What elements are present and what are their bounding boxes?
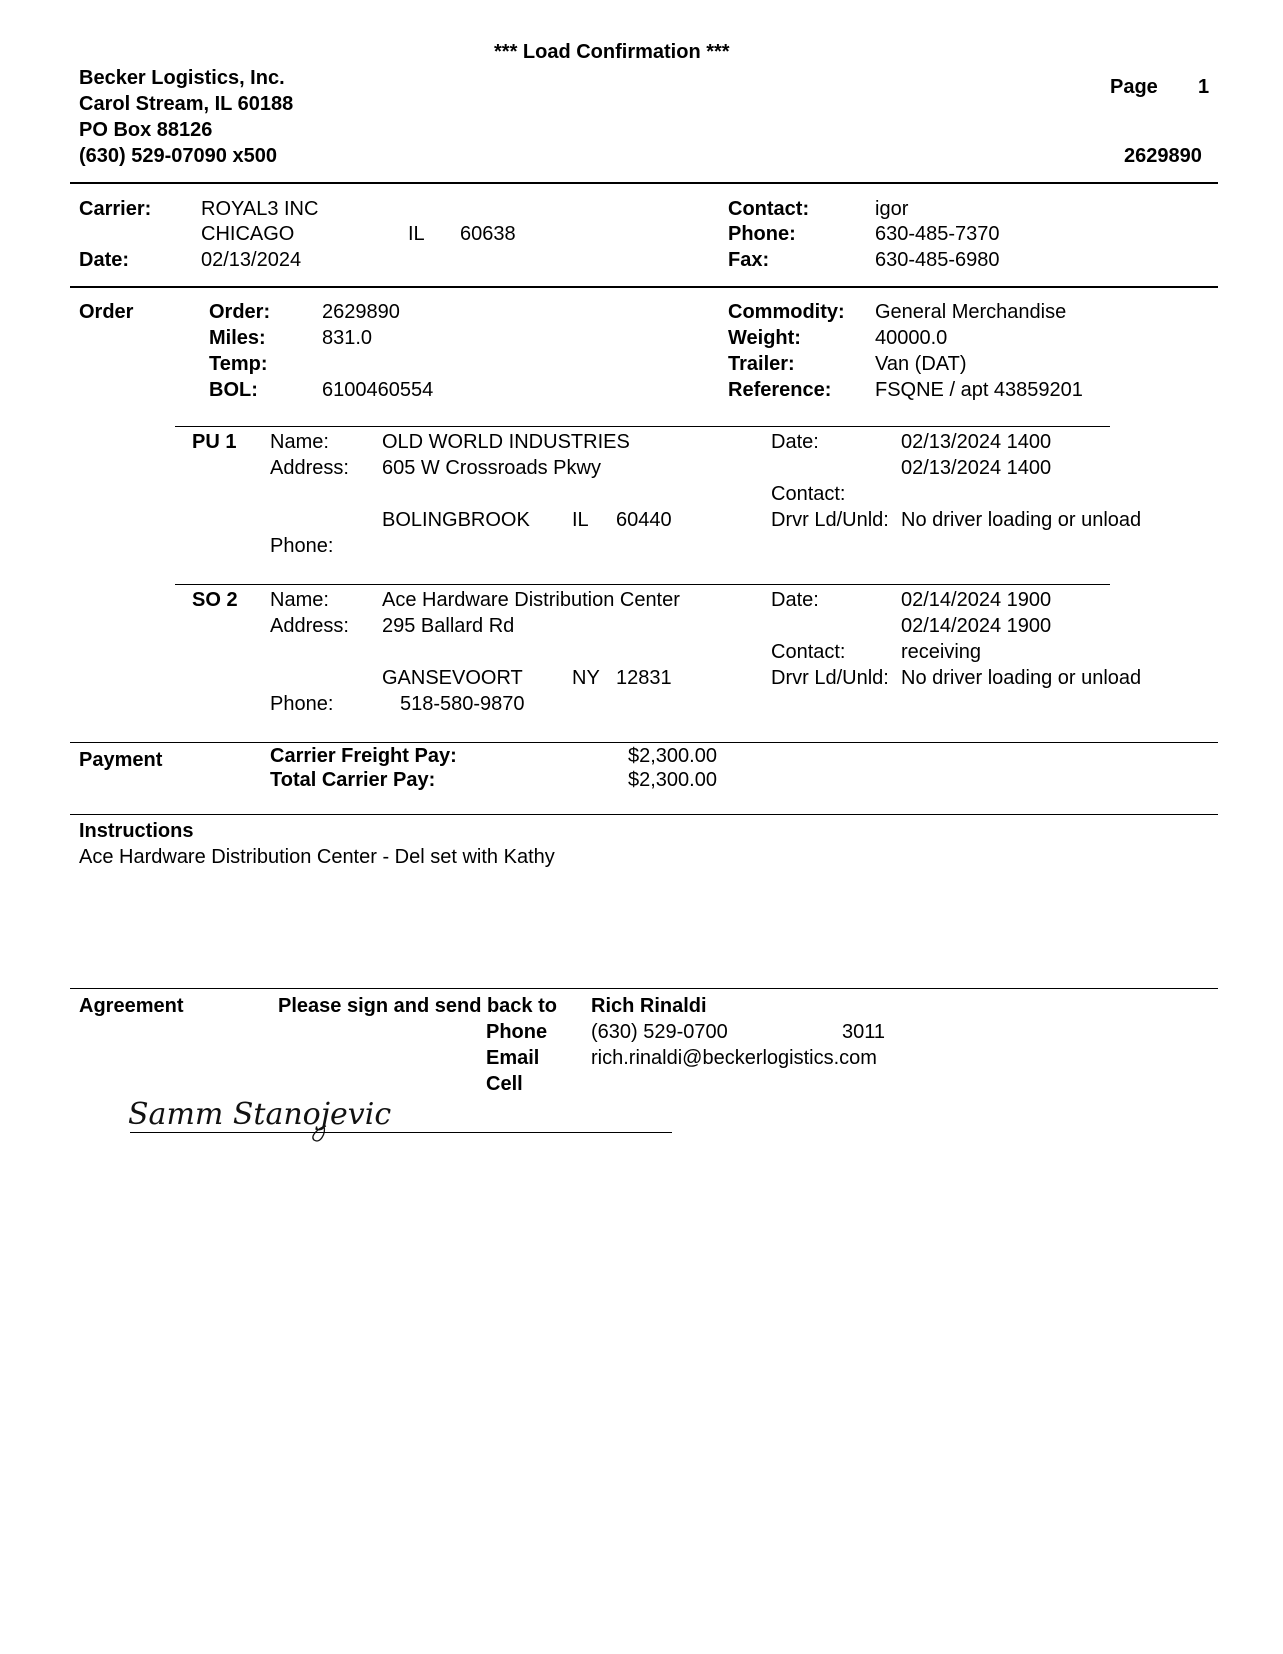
- carrier-zip: 60638: [460, 223, 516, 245]
- instructions-divider: [70, 814, 1218, 815]
- stop-address-label: Address:: [270, 457, 349, 479]
- page-label: Page: [1110, 76, 1158, 98]
- company-city: Carol Stream, IL 60188: [79, 93, 294, 115]
- order-miles: 831.0: [322, 327, 373, 349]
- stop-contact-label: Contact:: [771, 483, 846, 505]
- signature-line: [130, 1132, 672, 1133]
- carrier-divider: [70, 286, 1218, 288]
- stop-driver-label: Drvr Ld/Unld:: [771, 509, 889, 531]
- carrier-state: IL: [408, 223, 425, 245]
- page-number: 1: [1198, 76, 1210, 98]
- stop-name: OLD WORLD INDUSTRIES: [382, 431, 630, 453]
- stop-zip: 12831: [616, 667, 672, 689]
- order-section-label: Order: [79, 301, 134, 323]
- document-title: *** Load Confirmation ***: [494, 41, 730, 63]
- reference-label: Reference:: [728, 379, 832, 401]
- stop-driver: No driver loading or unload: [901, 509, 1142, 531]
- stop-divider: [175, 584, 1110, 585]
- order-trailer: Van (DAT): [875, 353, 967, 375]
- sign-prompt: Please sign and send back to: [278, 995, 557, 1017]
- date-label: Date:: [79, 249, 130, 271]
- stop-date-end: 02/14/2024 1900: [901, 615, 1052, 637]
- phone-label: Phone:: [728, 223, 796, 245]
- stop-address: 295 Ballard Rd: [382, 615, 515, 637]
- stop-date-end: 02/13/2024 1400: [901, 457, 1052, 479]
- freight-pay-amount: $2,300.00: [628, 745, 717, 767]
- contact-label: Contact:: [728, 198, 810, 220]
- stop-date-label: Date:: [771, 589, 819, 611]
- stop-driver-label: Drvr Ld/Unld:: [771, 667, 889, 689]
- order-label: Order:: [209, 301, 271, 323]
- stop-date-start: 02/14/2024 1900: [901, 589, 1052, 611]
- agreement-email-label: Email: [486, 1047, 540, 1069]
- stop-date-label: Date:: [771, 431, 819, 453]
- total-pay-amount: $2,300.00: [628, 769, 717, 791]
- fax-label: Fax:: [728, 249, 770, 271]
- stop-contact-label: Contact:: [771, 641, 846, 663]
- stop-address-label: Address:: [270, 615, 349, 637]
- order-reference: FSQNE / apt 43859201: [875, 379, 1083, 401]
- instructions-text: Ace Hardware Distribution Center - Del set with Kathy: [79, 846, 555, 868]
- stop-address: 605 W Crossroads Pkwy: [382, 457, 601, 479]
- stop-city: BOLINGBROOK: [382, 509, 530, 531]
- stop-code: PU 1: [192, 431, 237, 453]
- stop-phone-label: Phone:: [270, 693, 334, 715]
- stop-divider: [175, 426, 1110, 427]
- miles-label: Miles:: [209, 327, 266, 349]
- carrier-phone: 630-485-7370: [875, 223, 1000, 245]
- carrier-name: ROYAL3 INC: [201, 198, 319, 220]
- agreement-section-label: Agreement: [79, 995, 184, 1017]
- carrier-label: Carrier:: [79, 198, 152, 220]
- stop-code: SO 2: [192, 589, 238, 611]
- stop-state: NY: [572, 667, 600, 689]
- carrier-contact: igor: [875, 198, 909, 220]
- load-number: 2629890: [1124, 145, 1202, 167]
- agreement-divider: [70, 988, 1218, 989]
- stop-name-label: Name:: [270, 589, 329, 611]
- stop-name-label: Name:: [270, 431, 329, 453]
- company-po-box: PO Box 88126: [79, 119, 213, 141]
- agreement-phone: (630) 529-0700: [591, 1021, 728, 1043]
- carrier-city: CHICAGO: [201, 223, 295, 245]
- stop-date-start: 02/13/2024 1400: [901, 431, 1052, 453]
- commodity-label: Commodity:: [728, 301, 845, 323]
- agreement-phone-ext: 3011: [842, 1021, 886, 1043]
- stop-city: GANSEVOORT: [382, 667, 523, 689]
- order-weight: 40000.0: [875, 327, 948, 349]
- carrier-date: 02/13/2024: [201, 249, 302, 271]
- stop-driver: No driver loading or unload: [901, 667, 1142, 689]
- instructions-heading: Instructions: [79, 820, 194, 842]
- agreement-phone-label: Phone: [486, 1021, 548, 1043]
- stop-zip: 60440: [616, 509, 672, 531]
- signature: [120, 1088, 420, 1148]
- agreement-cell-label: Cell: [486, 1073, 523, 1095]
- total-pay-label: Total Carrier Pay:: [270, 769, 436, 791]
- signature-text: Samm Stanojevic: [128, 1097, 392, 1132]
- header-divider: [70, 182, 1218, 184]
- order-commodity: General Merchandise: [875, 301, 1067, 323]
- bol-label: BOL:: [209, 379, 258, 401]
- company-name: Becker Logistics, Inc.: [79, 67, 285, 89]
- stop-name: Ace Hardware Distribution Center: [382, 589, 680, 611]
- trailer-label: Trailer:: [728, 353, 795, 375]
- temp-label: Temp:: [209, 353, 268, 375]
- agreement-email: rich.rinaldi@beckerlogistics.com: [591, 1047, 877, 1069]
- order-number: 2629890: [322, 301, 400, 323]
- payment-divider: [70, 742, 1218, 743]
- stop-phone: 518-580-9870: [400, 693, 525, 715]
- freight-pay-label: Carrier Freight Pay:: [270, 745, 457, 767]
- stop-state: IL: [572, 509, 589, 531]
- agreement-contact-name: Rich Rinaldi: [591, 995, 707, 1017]
- carrier-fax: 630-485-6980: [875, 249, 1000, 271]
- payment-section-label: Payment: [79, 749, 163, 771]
- weight-label: Weight:: [728, 327, 801, 349]
- company-phone: (630) 529-07090 x500: [79, 145, 277, 167]
- stop-contact: receiving: [901, 641, 982, 663]
- stop-phone-label: Phone:: [270, 535, 334, 557]
- order-bol: 6100460554: [322, 379, 434, 401]
